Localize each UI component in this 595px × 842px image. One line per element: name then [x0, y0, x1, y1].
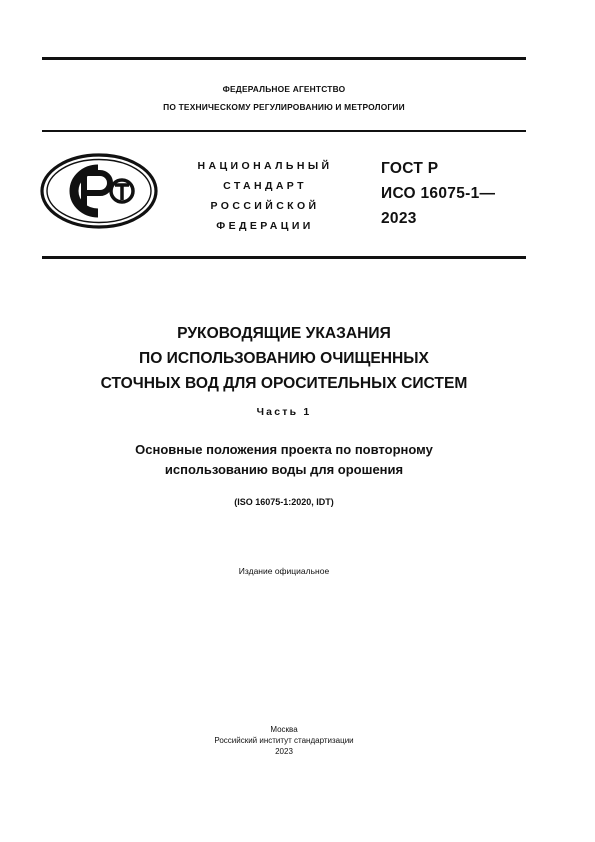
top-rule	[42, 57, 526, 60]
imprint-year: 2023	[275, 747, 293, 756]
standard-type-line3: РОССИЙСКОЙ	[210, 200, 320, 212]
designation-line3: 2023	[381, 210, 417, 227]
iso-reference: (ISO 16075-1:2020, IDT)	[234, 497, 334, 507]
imprint-publisher: Российский институт стандартизации	[214, 736, 354, 745]
edition-label: Издание официальное	[238, 566, 330, 576]
designation-line2: ИСО 16075-1—	[381, 185, 496, 202]
agency-name-line1: ФЕДЕРАЛЬНОЕ АГЕНТСТВО	[222, 84, 346, 94]
document-subtitle	[42, 440, 526, 480]
title-line2: ПО ИСПОЛЬЗОВАНИЮ ОЧИЩЕННЫХ	[139, 350, 429, 367]
designation-line1: ГОСТ Р	[381, 160, 439, 177]
standard-type-block	[180, 156, 350, 236]
standard-type-line2: СТАНДАРТ	[223, 180, 307, 192]
standard-type-line4: ФЕДЕРАЦИИ	[216, 220, 314, 232]
agency-name-line2: ПО ТЕХНИЧЕСКОМУ РЕГУЛИРОВАНИЮ И МЕТРОЛОГИИ	[163, 102, 405, 112]
part-label: Часть 1	[256, 406, 312, 418]
rst-logo-icon	[40, 153, 158, 229]
standard-designation	[381, 156, 526, 231]
header-rule	[42, 130, 526, 132]
standard-type-line1: НАЦИОНАЛЬНЫЙ	[197, 160, 333, 172]
imprint	[42, 724, 526, 757]
mid-rule	[42, 256, 526, 259]
title-line3: СТОЧНЫХ ВОД ДЛЯ ОРОСИТЕЛЬНЫХ СИСТЕМ	[100, 375, 468, 392]
subtitle-line1: Основные положения проекта по повторному	[135, 442, 433, 457]
imprint-city: Москва	[270, 725, 298, 734]
subtitle-line2: использованию воды для орошения	[164, 462, 404, 477]
document-title	[42, 321, 526, 396]
title-line1: РУКОВОДЯЩИЕ УКАЗАНИЯ	[177, 325, 391, 342]
